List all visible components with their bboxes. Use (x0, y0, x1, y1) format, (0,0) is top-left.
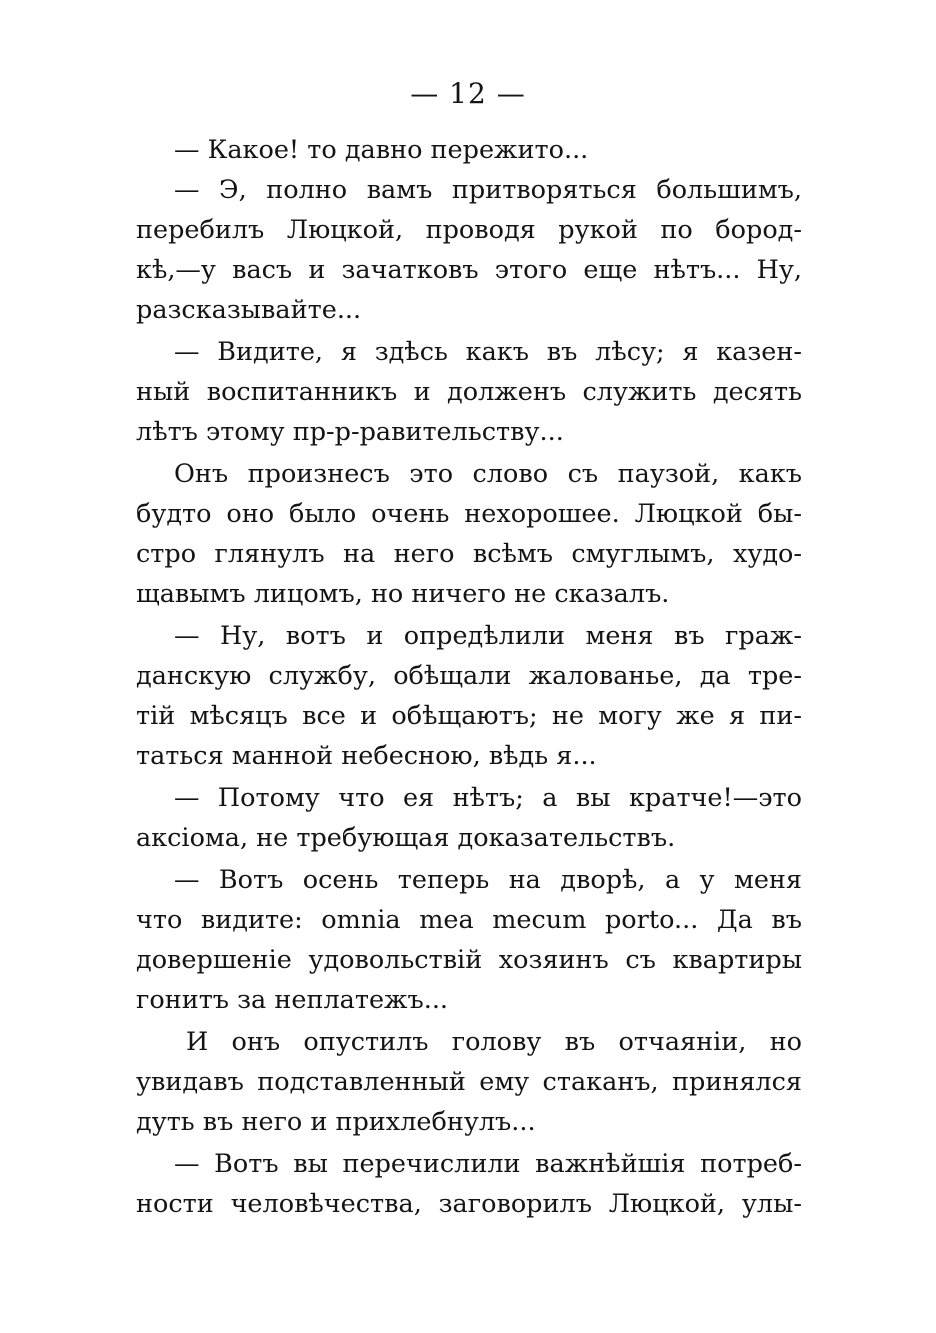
text-line: тій мѣсяцъ все и обѣщаютъ; не могу же я пи- (136, 701, 802, 731)
text-line: — Какое! то давно пережито... (174, 135, 589, 165)
text-line: стро глянулъ на него всѣмъ смуглымъ, худо- (136, 539, 802, 569)
text-line: что видите: omnia mea mecum porto... Да въ (136, 905, 802, 935)
text-line: гонитъ за неплатежъ... (136, 985, 449, 1015)
text-line: лѣтъ этому пр-р-равительству... (136, 417, 564, 447)
text-line: кѣ,—у васъ и зачатковъ этого еще нѣтъ... Ну, (136, 255, 802, 285)
text-line: — Э, полно вамъ притворяться большимъ, (174, 175, 802, 205)
text-line: дуть въ него и прихлебнулъ... (136, 1107, 536, 1137)
text-line: — Видите, я здѣсь какъ въ лѣсу; я казен- (174, 337, 802, 367)
text-line: перебилъ Люцкой, проводя рукой по бород- (136, 215, 802, 245)
text-line: увидавъ подставленный ему стаканъ, принялся (136, 1067, 802, 1097)
text-line: щавымъ лицомъ, но ничего не сказалъ. (136, 579, 670, 609)
page-number: — 12 — (410, 77, 526, 110)
text-line: — Вотъ вы перечислили важнѣйшія потреб- (174, 1149, 802, 1179)
text-line: ный воспитанникъ и долженъ служить десять (136, 377, 802, 407)
text-line: ности человѣчества, заговорилъ Люцкой, улы- (136, 1189, 802, 1219)
text-line: разсказывайте... (136, 295, 362, 325)
text-line: Онъ произнесъ это слово съ паузой, какъ (174, 459, 802, 489)
text-line: — Потому что ея нѣтъ; а вы кратче!—это (174, 783, 802, 813)
text-line: — Вотъ осень теперь на дворѣ, а у меня (174, 865, 802, 895)
text-line: — Ну, вотъ и опредѣлили меня въ граж- (174, 621, 802, 651)
text-line: будто оно было очень нехорошее. Люцкой бы- (136, 499, 802, 529)
text-line: И онъ опустилъ голову въ отчаяніи, но (186, 1027, 802, 1057)
text-line: данскую службу, обѣщали жалованье, да тре- (136, 661, 802, 691)
body-text (136, 130, 802, 1224)
text-line: аксіома, не требующая доказательствъ. (136, 823, 676, 853)
text-line: таться манной небесною, вѣдь я... (136, 741, 597, 771)
text-line: довершеніе удовольствій хозяинъ съ квартиры (136, 945, 802, 975)
